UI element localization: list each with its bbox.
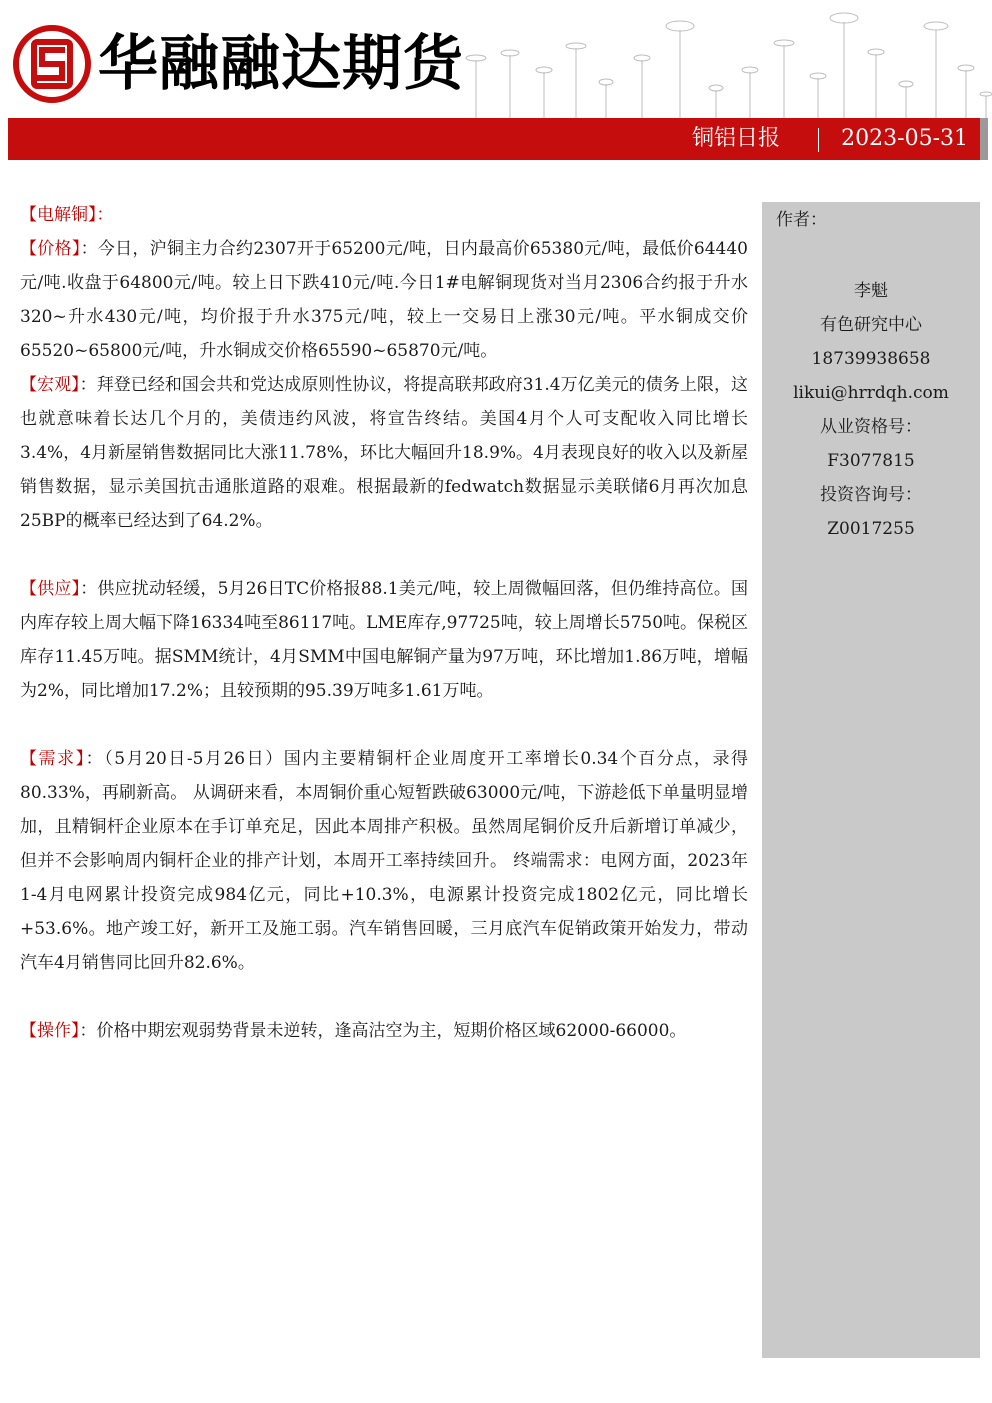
- title-separator: [818, 128, 819, 152]
- price-tag: 【价格】: [20, 239, 81, 259]
- macro-text: ：拜登已经和国会共和党达成原则性协议，将提高联邦政府31.4万亿美元的债务上限，这也就意味着长达几个月的，美债违约风波，将宣告终结。美国4月个人可支配收入同比增长3.4%，4月新屋销售数据同比大涨11.78%，环比大幅回升18.9%。4月表现良好的收入以及新屋销售数据，显示美国抗击通胀道路的艰难。根据最新的fedwatch数据显示美联储6月再次加息25BP的概率已经达到了64.2%。: [20, 375, 749, 531]
- consult-number: Z0017255: [827, 519, 915, 539]
- author-email: likui@hrrdqh.com: [793, 383, 949, 403]
- report-title: 铜铝日报: [691, 126, 780, 151]
- report-body: [20, 198, 748, 1048]
- section-title-text: 【电解铜】：: [20, 205, 114, 225]
- paragraph-gap: [20, 708, 748, 742]
- paragraph-gap: [20, 980, 748, 1014]
- band-shadow: [980, 118, 988, 160]
- author-department: 有色研究中心: [820, 315, 922, 335]
- report-date: 2023-05-31: [841, 126, 968, 151]
- qualification-label: 从业资格号：: [820, 417, 922, 437]
- title-band: [8, 118, 980, 160]
- qualification-number: F3077815: [827, 451, 915, 471]
- operation-paragraph: [20, 1014, 748, 1048]
- macro-paragraph: [20, 368, 748, 538]
- company-logo-icon: [12, 24, 92, 104]
- price-paragraph: [20, 232, 748, 368]
- author-phone: 18739938658: [811, 349, 931, 369]
- author-name: 李魁: [854, 281, 888, 301]
- author-label: 作者：: [776, 210, 827, 230]
- company-name: 华融融达期货: [98, 29, 464, 99]
- macro-tag: 【宏观】: [20, 375, 80, 395]
- supply-tag: 【供应】: [20, 579, 81, 599]
- demand-text: ：（5月20日-5月26日）国内主要精铜杆企业周度开工率增长0.34个百分点，录得80.33%，再刷新高。 从调研来看，本周铜价重心短暂跌破63000元/吨，下游趁低下单量明显增加，且精铜杆企业原本在手订单充足，因此本周排产积极。虽然周尾铜价反升后新增订单减少，但并不会影响周内铜杆企业的排产计划，本周开工率持续回升。 终端需求：电网方面，2023年1-4月电网累计投资完成984亿元，同比+10.3%，电源累计投资完成1802亿元，同比增长+53.6%。地产竣工好，新开工及施工弱。汽车销售回暖，三月底汽车促销政策开始发力，带动汽车4月销售同比回升82.6%。: [20, 749, 749, 973]
- demand-tag: 【需求】: [20, 749, 86, 769]
- operation-tag: 【操作】: [20, 1021, 80, 1041]
- operation-text: ：价格中期宏观弱势背景未逆转，逢高沽空为主，短期价格区域62000-66000。: [79, 1021, 687, 1041]
- author-sidebar: [762, 202, 980, 1358]
- paragraph-gap: [20, 538, 748, 572]
- consult-label: 投资咨询号：: [820, 485, 922, 505]
- price-text: ：今日，沪铜主力合约2307开于65200元/吨，日内最高价65380元/吨，最低价64440元/吨.收盘于64800元/吨。较上日下跌410元/吨.今日1#电解铜现货对当月2306合约报于升水320~升水430元/吨，均价报于升水375元/吨，较上一交易日上涨30元/吨。平水铜成交价65520~65800元/吨，升水铜成交价格65590~65870元/吨。: [20, 239, 748, 361]
- author-info: [762, 274, 980, 546]
- decorative-lines-graphic: [446, 0, 992, 122]
- supply-paragraph: [20, 572, 748, 708]
- supply-text: ：供应扰动轻缓，5月26日TC价格报88.1美元/吨，较上周微幅回落，但仍维持高位。国内库存较上周大幅下降16334吨至86117吨。LME库存,97725吨，较上周增长5750吨。保税区库存11.45万吨。据SMM统计，4月SMM中国电解铜产量为97万吨，环比增加1.86万吨，增幅为2%，同比增加17.2%；且较预期的95.39万吨多1.61万吨。: [20, 579, 749, 701]
- section-title: [20, 198, 748, 232]
- demand-paragraph: [20, 742, 748, 980]
